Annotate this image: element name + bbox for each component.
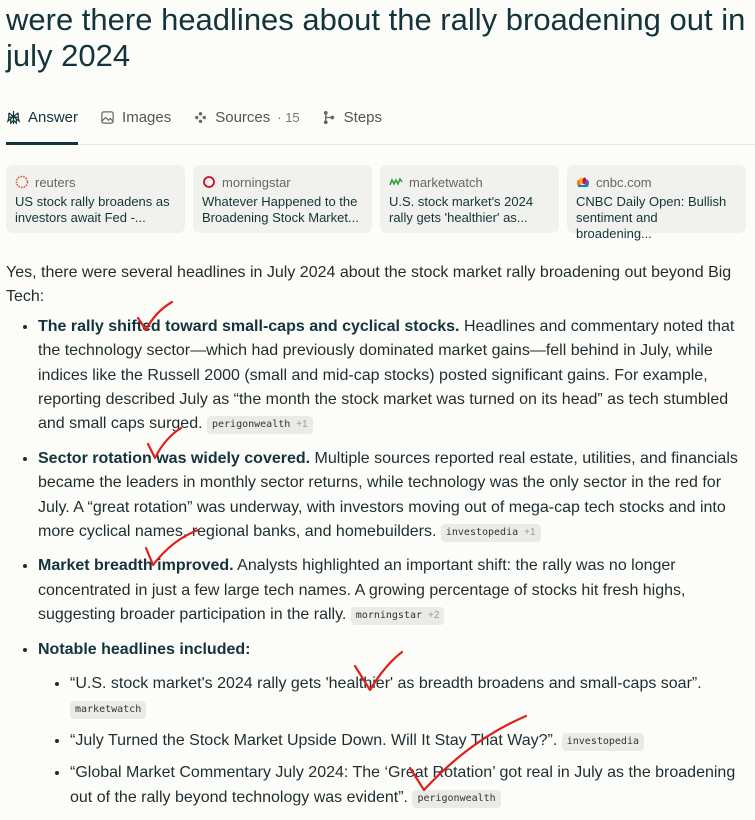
- source-site: cnbc.com: [596, 174, 652, 190]
- list-item: [38, 447, 746, 545]
- perplexity-icon: [6, 110, 21, 125]
- list-item: [38, 315, 746, 437]
- tab-answer[interactable]: [6, 104, 78, 130]
- list-item: [38, 638, 746, 810]
- bullet-text: Multiple sources reported real estate, utilities, and financials became the leaders in monthly sector returns, while technology was the only sector in the red for July. A “great rotation” was underway, with investors moving out of mega-cap tech stocks and into more cyclical names, regional banks, and homebuilders.: [38, 449, 738, 541]
- tab-label: Answer: [28, 108, 79, 126]
- source-site: reuters: [35, 174, 76, 190]
- tab-label: Sources: [215, 108, 271, 126]
- bullet-text: Analysts highlighted an important shift: the rally was no longer concentrated in just a few large tech names. A growing percentage of stocks hit fresh highs, suggesting broader participation in the rally.: [38, 557, 686, 624]
- citation-badge[interactable]: [207, 416, 313, 434]
- cnbc-logo-icon: [576, 175, 590, 189]
- morningstar-logo-icon: [202, 175, 216, 189]
- source-card[interactable]: [380, 165, 559, 233]
- source-site: marketwatch: [409, 174, 483, 190]
- bullet-heading: Sector rotation was widely covered.: [38, 449, 311, 467]
- citation-badge[interactable]: investopedia: [562, 733, 644, 751]
- citation-more: +1: [524, 527, 536, 539]
- citation-badge[interactable]: [351, 607, 445, 625]
- headline-item: [70, 761, 746, 810]
- source-site: morningstar: [222, 174, 291, 190]
- bullet-heading: Notable headlines included:: [38, 640, 251, 658]
- answer-tabs: [6, 104, 755, 145]
- tab-label: Steps: [343, 108, 383, 126]
- citation-badge[interactable]: perigonwealth: [412, 790, 500, 808]
- answer-body: [6, 261, 746, 820]
- source-cards: [6, 165, 746, 241]
- source-title: CNBC Daily Open: Bullish sentiment and broadening...: [576, 194, 727, 241]
- bullet-heading: Market breadth improved.: [38, 557, 234, 575]
- headline-item: [70, 729, 746, 753]
- headline-item: [70, 672, 746, 721]
- citation-badge[interactable]: [441, 524, 541, 542]
- source-card[interactable]: [567, 165, 746, 241]
- tab-steps[interactable]: [322, 104, 382, 130]
- source-card[interactable]: [6, 165, 185, 233]
- source-card[interactable]: [193, 165, 372, 233]
- headline-text: “Global Market Commentary July 2024: The ‘Great Rotation’ got real in July as the broadening out of the rally beyond technology was evident”.: [70, 764, 736, 806]
- tab-label: Images: [122, 108, 172, 126]
- headline-text: “July Turned the Stock Market Upside Down. Will It Stay That Way?”.: [70, 731, 562, 749]
- sources-icon: [193, 110, 208, 125]
- source-title: Whatever Happened to the Broadening Stock Market...: [202, 194, 359, 225]
- bullet-heading: The rally shifted toward small-caps and cyclical stocks.: [38, 317, 460, 335]
- list-item: [38, 554, 746, 627]
- image-icon: [100, 110, 115, 125]
- page-title: were there headlines about the rally broadening out in july 2024: [6, 2, 746, 73]
- citation-source: perigonwealth: [211, 419, 291, 431]
- steps-icon: [322, 110, 337, 125]
- citation-badge[interactable]: marketwatch: [70, 701, 146, 719]
- headline-text: “U.S. stock market's 2024 rally gets 'healthier' as breadth broadens and small-caps soar”.: [70, 675, 702, 693]
- citation-source: investopedia: [445, 527, 519, 539]
- sources-count: · 15: [277, 109, 300, 125]
- bullet-text: Headlines and commentary noted that the technology sector—which had previously dominated market gains—fell behind in July, while indices like the Russell 2000 (small and mid-cap stocks) posted significant gains. For example, reporting described July as “the month the stock market was turned on its head” as tech stumbled and small caps surged.: [38, 317, 735, 433]
- tab-sources[interactable]: [193, 104, 299, 130]
- source-title: US stock rally broadens as investors await Fed -...: [15, 194, 170, 225]
- tab-images[interactable]: [100, 104, 171, 130]
- answer-intro: Yes, there were several headlines in July 2024 about the stock market rally broadening out beyond Big Tech:: [6, 264, 732, 306]
- citation-more: +1: [296, 419, 308, 431]
- citation-more: +2: [428, 610, 440, 622]
- citation-source: morningstar: [355, 610, 423, 622]
- marketwatch-logo-icon: [389, 175, 403, 189]
- reuters-logo-icon: [15, 175, 29, 189]
- source-title: U.S. stock market's 2024 rally gets 'healthier' as...: [389, 194, 534, 225]
